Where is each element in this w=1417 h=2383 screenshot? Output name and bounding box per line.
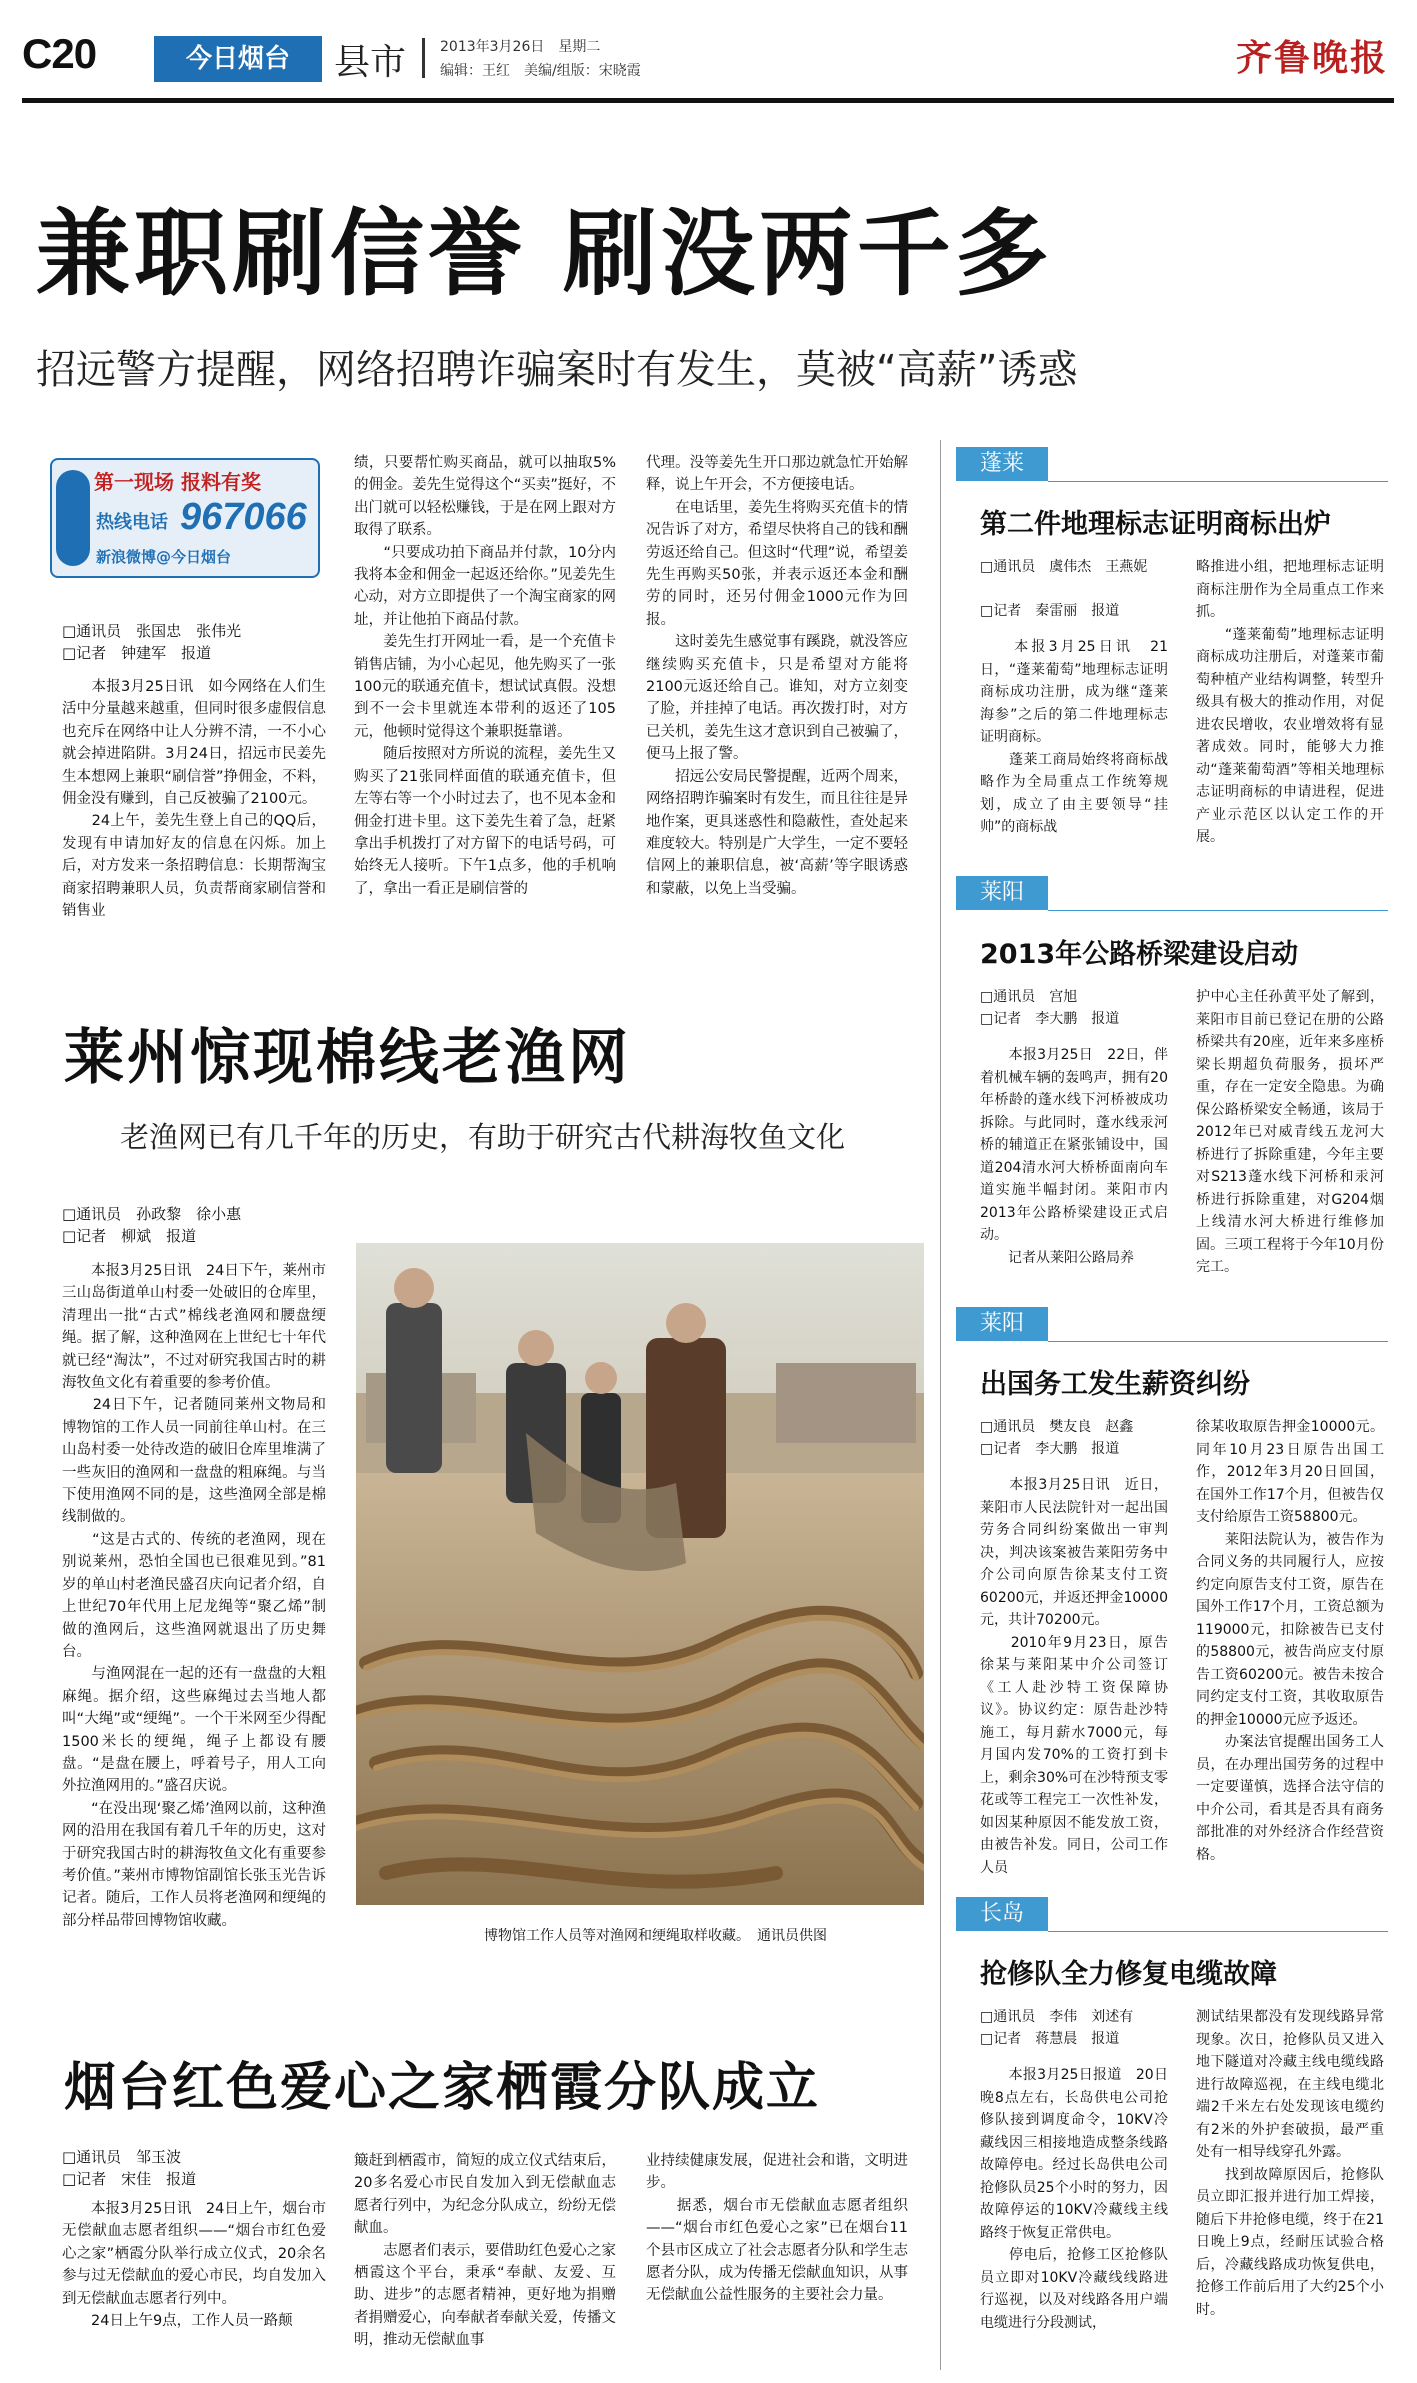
column-divider: [940, 440, 941, 2370]
region-tag: 莱阳: [956, 876, 1048, 910]
editor-credits: 编辑：王红 美编/组版：宋晓霞: [440, 63, 641, 79]
header-divider: [422, 38, 425, 78]
lead-body-col1: 本报3月25日讯 如今网络在人们生活中分量越来越重，但同时很多虚假信息也充斥在网络中让人分辨不清，一不小心就会掉进陷阱。3月24日，招远市民姜先生本想网上兼职“刷信誉”挣佣金，不料，佣金没有赚到，自己反被骗了2100元。 24上午，姜先生登上自己的QQ后，发现有申请加好友的信息在闪烁。加上后，对方发来一条招聘信息：长期帮淘宝商家招聘兼职人员，负责帮商家刷信誉和销售业: [62, 679, 326, 920]
region-tag: 蓬莱: [956, 447, 1048, 481]
sidebar-body-col2: 护中心主任孙黄平处了解到，莱阳市目前已登记在册的公路桥梁共有20座，近年来多座桥梁长期超负荷服务，损坏严重，存在一定安全隐患。为确保公路桥梁安全畅通，该局于2012年已对威青线五龙河大桥进行了拆除重建，今年主要对S213蓬水线下河桥和汞河桥进行拆除重建，对G204烟上线清水河大桥进行维修加固。三项工程将于今年10月份完工。: [1196, 989, 1384, 1275]
sidebar-byline-correspondents: □通讯员 虞伟杰 王燕妮: [980, 559, 1148, 575]
photo-illustration: [356, 1243, 924, 1905]
sidebar-body-col1: 本报3月25日报道 20日晚8点左右，长岛供电公司抢修队接到调度命令，10KV冷藏线因三相接地造成整条线路故障停电。经过长岛供电公司抢修队员25个小时的努力，因故障停运的10KV冷藏线主线路终于恢复正常供电。 停电后，抢修工区抢修队员立即对10KV冷藏线线路进行巡视，以及对线路各用户端电缆进行分段测试，: [980, 2067, 1168, 2331]
sidebar-byline-correspondents: □通讯员 李伟 刘述有: [980, 2009, 1134, 2025]
laizhou-byline-reporter: □记者 柳斌 报道: [62, 1227, 197, 1245]
fishing-net-photo: [356, 1243, 924, 1905]
sidebar-body-col1: 本报3月25日讯 21日，“蓬莱葡萄”地理标志证明商标成功注册，成为继“蓬莱海参”之后的第二件地理标志证明商标。 蓬莱工商局始终将商标战略作为全局重点工作统筹规划，成立了由主要领导“挂帅”的商标战: [980, 639, 1168, 835]
hotline-label: 热线电话: [96, 512, 168, 533]
page-number: C20: [22, 30, 97, 77]
section-subtitle: 县市: [334, 42, 407, 83]
sidebar-body-col2: 略推进小组，把地理标志证明商标注册作为全局重点工作来抓。 “蓬莱葡萄”地理标志证明商标成功注册后，对蓬莱市葡萄种植产业结构调整，转型升级具有极大的推动作用，对促进农民增收，农业增效将有显著成效。同时，能够大力推动“蓬莱葡萄酒”等相关地理标志证明商标的申请进程，促进产业示范区以认定工作的开展。: [1196, 559, 1384, 845]
laizhou-byline-correspondents: □通讯员 孙政黎 徐小惠: [62, 1205, 242, 1223]
page-header: [22, 30, 1394, 90]
yantai-body-col3: 业持续健康发展，促进社会和谐，文明进步。 据悉，烟台市无偿献血志愿者组织——“烟台市红色爱心之家”已在烟台11个县市区成立了社会志愿者分队和学生志愿者分队，成为传播无偿献血知识，从事无偿献血公益性服务的主要社会力量。: [646, 2153, 908, 2304]
sidebar-body-col2: 徐某收取原告押金10000元。同年10月23日原告出国工作，2012年3月20日回国，在国外工作17个月，但被告仅支付给原告工资58800元。 莱阳法院认为，被告作为合同义务的共同履行人，应按约定向原告支付工资，原告在国外工作17个月，工资总额为119000元，扣除被告已支付的58800元，被告尚应支付原告工资60200元。被告未按合同约定支付工资，其收取原告的押金10000元应予返还。 办案法官提醒出国务工人员，在办理出国劳务的过程中一定要谨慎，选择合法守信的中介公司，看其是否具有商务部批准的对外经济合作经营资格。: [1196, 1419, 1384, 1863]
sidebar-headline: 第二件地理标志证明商标出炉: [980, 509, 1331, 540]
laizhou-headline: 莱州惊现棉线老渔网: [64, 1023, 631, 1093]
laizhou-subheadline: 老渔网已有几千年的历史，有助于研究古代耕海牧鱼文化: [120, 1120, 846, 1154]
yantai-body-col2: 簸赶到栖霞市，简短的成立仪式结束后，20多名爱心市民自发加入到无偿献血志愿者行列中，为纪念分队成立，纷纷无偿献血。 志愿者们表示，要借助红色爱心之家栖霞这个平台，秉承“奉献、友爱、互助、进步”的志愿者精神，更好地为捐赠者捐赠爱心，向奉献者奉献关爱，传播文明，推动无偿献血事: [354, 2153, 616, 2349]
tag-underline: [1048, 910, 1388, 911]
sidebar-byline-reporter: □记者 李大鹏 报道: [980, 1011, 1120, 1027]
hotline-slogan: 第一现场 报料有奖: [94, 470, 261, 494]
header-rule: [22, 98, 1394, 103]
sidebar-byline-reporter: □记者 秦雷丽 报道: [980, 603, 1120, 619]
sidebar-headline: 2013年公路桥梁建设启动: [980, 939, 1299, 970]
yantai-body-col1: 本报3月25日讯 24日上午，烟台市无偿献血志愿者组织——“烟台市红色爱心之家”栖霞分队举行成立仪式，20余名参与过无偿献血的爱心市民，均自发加入到无偿献血志愿者行列中。 24日上午9点，工作人员一路颠: [62, 2201, 326, 2330]
sidebar-body-col1: 本报3月25日 22日，伴着机械车辆的轰鸣声，拥有20年桥龄的蓬水线下河桥被成功拆除。与此同时，蓬水线汞河桥的辅道正在紧张铺设中，国道204清水河大桥桥面南向车道实施半幅封闭。莱阳市内2013年公路桥梁建设正式启动。 记者从莱阳公路局养: [980, 1047, 1168, 1266]
tag-underline: [1048, 1931, 1388, 1932]
lead-body-col2: 绩，只要帮忙购买商品，就可以抽取5%的佣金。姜先生觉得这个“买卖”挺好，不出门就可以轻松赚钱，于是在网上跟对方取得了联系。 “只要成功拍下商品并付款，10分内我将本金和佣金一起返还给你。”见姜先生心动，对方立即提供了一个淘宝商家的网址，并让他拍下商品付款。 姜先生打开网址一看，是一个充值卡销售店铺，为小心起见，他先购买了一张100元的联通充值卡，想试试真假。没想到不一会卡里就连本带利的返还了105元，他顿时觉得这个兼职挺靠谱。 随后按照对方所说的流程，姜先生又购买了21张同样面值的联通充值卡，但左等右等一个小时过去了，也不见本金和佣金打进卡里。这下姜先生着了急，赶紧拿出手机拨打了对方留下的电话号码，可始终无人接听。下午1点多，他的手机响了，拿出一看正是刷信誉的: [354, 455, 616, 897]
region-tag: 长岛: [956, 1897, 1048, 1931]
hotline-box: [50, 458, 320, 578]
lead-headline: 兼职刷信誉 刷没两千多: [36, 200, 1053, 309]
yantai-byline-correspondents: □通讯员 邹玉波: [62, 2148, 182, 2166]
sidebar-headline: 出国务工发生薪资纠纷: [980, 1369, 1250, 1400]
photo-caption: 博物馆工作人员等对渔网和绠绳取样收藏。 通讯员供图: [484, 1928, 827, 1944]
sidebar-byline-correspondents: □通讯员 宫旭: [980, 989, 1078, 1005]
lead-subheadline: 招远警方提醒，网络招聘诈骗案时有发生，莫被“高薪”诱惑: [36, 347, 1078, 393]
tag-underline: [1048, 1341, 1388, 1342]
hotline-number: 967066: [180, 496, 307, 538]
sidebar-byline-reporter: □记者 李大鹏 报道: [980, 1441, 1120, 1457]
tag-underline: [1048, 481, 1388, 482]
sidebar-body-col1: 本报3月25日讯 近日，莱阳市人民法院针对一起出国劳务合同纠纷案做出一审判决，判决该案被告莱阳劳务中介公司向原告徐某支付工资60200元，并返还押金10000元，共计70200元。 2010年9月23日，原告徐某与莱阳某中介公司签订《工人赴沙特工资保障协议》。协议约定：原告赴沙特施工，每月薪水7000元，每月国内发70%的工资打到卡上，剩余30%可在沙特预支零花或等工程完工一次性补发，如因某种原因不能发放工资，由被告补发。同日，公司工作人员: [980, 1477, 1168, 1876]
laizhou-body: 本报3月25日讯 24日下午，莱州市三山岛街道单山村委一处破旧的仓库里，清理出一批“古式”棉线老渔网和腰盘绠绳。据了解，这种渔网在上世纪七十年代就已经“淘汰”，不过对研究我国古时的耕海牧鱼文化有着重要的参考价值。 24日下午，记者随同莱州文物局和博物馆的工作人员一同前往单山村。在三山岛村委一处待改造的破旧仓库里堆满了一些灰旧的渔网和一盘盘的粗麻绳。与当下使用渔网不同的是，这些渔网全部是棉线制做的。 “这是古式的、传统的老渔网，现在别说莱州，恐怕全国也已很难见到。”81岁的单山村老渔民盛召庆向记者介绍，自上世纪70年代用上尼龙绳等“聚乙烯”制做的渔网后，这些渔网就退出了历史舞台。 与渔网混在一起的还有一盘盘的大粗麻绳。据介绍，这些麻绳过去当地人都叫“大绳”或“绠绳”。一个干米网至少得配1500米长的绠绳，绳子上都设有腰盘。“是盘在腰上，呼着号子，用人工向外拉渔网用的。”盛召庆说。 “在没出现‘聚乙烯’渔网以前，这种渔网的沿用在我国有着几千年的历史，这对于研究我国古时的耕海牧鱼文化有重要参考价值。”莱州市博物馆副馆长张玉光告诉记者。随后，工作人员将老渔网和绠绳的部分样品带回博物馆收藏。: [62, 1263, 326, 1929]
phone-icon: [56, 470, 90, 566]
weibo-handle: 新浪微博@今日烟台: [96, 548, 232, 566]
yantai-byline-reporter: □记者 宋佳 报道: [62, 2170, 197, 2188]
issue-date: 2013年3月26日 星期二: [440, 39, 601, 55]
newspaper-logo: 齐鲁晚报: [1235, 37, 1388, 79]
byline-reporter: □记者 钟建军 报道: [62, 644, 212, 662]
sidebar-headline: 抢修队全力修复电缆故障: [980, 1959, 1277, 1990]
sidebar-byline-correspondents: □通讯员 樊友良 赵鑫: [980, 1419, 1134, 1435]
sidebar-byline-reporter: □记者 蒋慧晨 报道: [980, 2031, 1120, 2047]
lead-body-col3: 代理。没等姜先生开口那边就急忙开始解释，说上午开会，不方便接电话。 在电话里，姜先生将购买充值卡的情况告诉了对方，希望尽快将自己的钱和酬劳返还给自己。但这时“代理”说，希望姜先生再购买50张，并表示返还本金和酬劳的同时，还另付佣金1000元作为回报。 这时姜先生感觉事有蹊跷，就没答应继续购买充值卡，只是希望对方能将2100元返还给自己。谁知，对方立刻变了脸，并挂掉了电话。再次拨打时，对方已关机，姜先生这才意识到自己被骗了，便马上报了警。 招远公安局民警提醒，近两个周来，网络招聘诈骗案时有发生，而且往往是异地作案，更具迷惑性和隐蔽性，查处起来难度较大。特别是广大学生，一定不要轻信网上的兼职信息，被‘高薪’等字眼诱惑和蒙蔽，以免上当受骗。: [646, 455, 908, 897]
yantai-headline: 烟台红色爱心之家栖霞分队成立: [64, 2058, 821, 2118]
region-tag: 莱阳: [956, 1307, 1048, 1341]
sidebar-body-col2: 测试结果都没有发现线路异常现象。次日，抢修队员又进入地下隧道对冷藏主线电缆线路进行故障巡视，在主线电缆北端2千米左右处发现该电缆约有2米的外护套破损，最严重处有一相导线穿孔外露。 找到故障原因后，抢修队员立即汇报并进行加工焊接，随后下井抢修电缆，终于在21日晚上9点，经耐压试验合格后，冷藏线路成功恢复供电，抢修工作前后用了大约25个小时。: [1196, 2009, 1384, 2318]
byline-correspondents: □通讯员 张国忠 张伟光: [62, 622, 242, 640]
section-badge: 今日烟台: [154, 36, 322, 82]
